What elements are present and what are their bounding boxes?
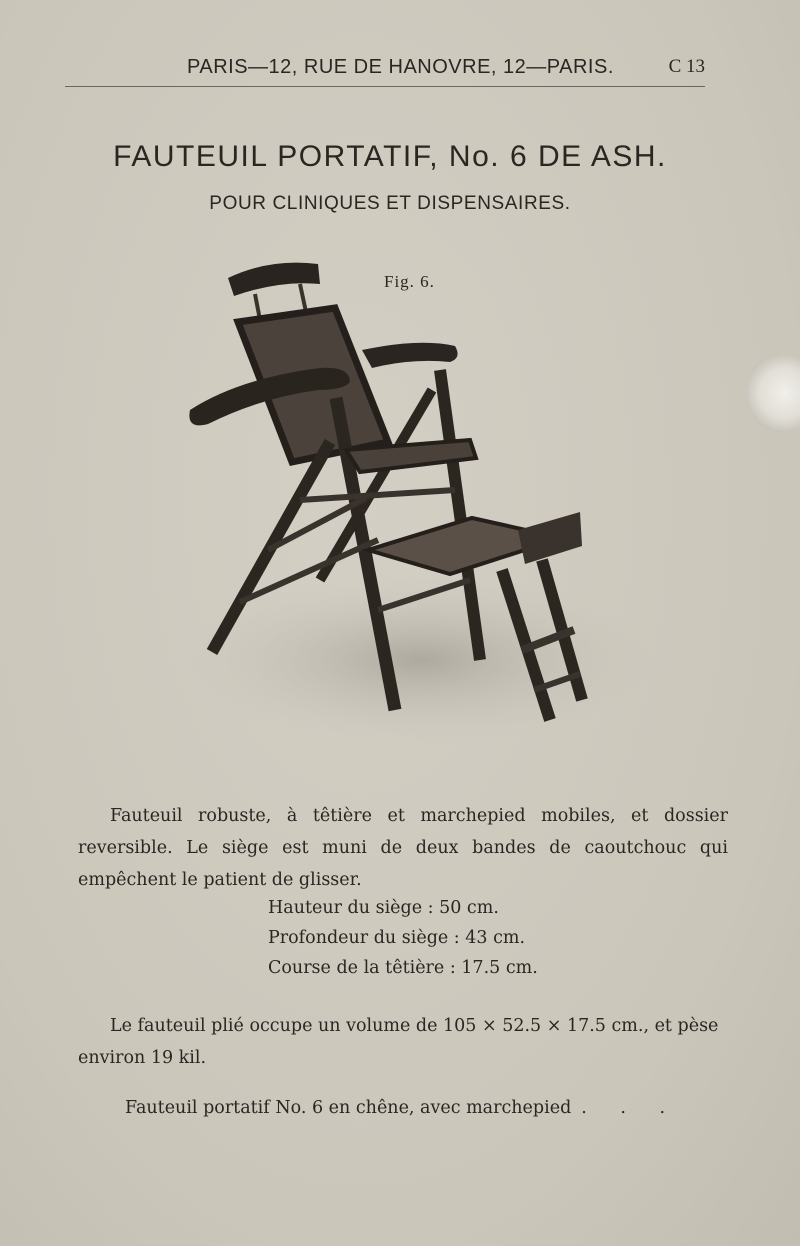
page-title: FAUTEUIL PORTATIF, No. 6 DE ASH. <box>113 140 667 173</box>
page-thumb-hole <box>746 352 800 434</box>
spec-seat-depth: Profondeur du siège : 43 cm. <box>268 928 526 948</box>
folded-dimensions-paragraph: Le fauteuil plié occupe un volume de 105 × 52.5 × 17.5 cm., et pèse environ 19 kil. <box>78 1016 719 1068</box>
price-line-text: Fauteuil portatif No. 6 en chêne, avec marchepied <box>125 1098 572 1118</box>
page-number: C 13 <box>668 56 705 77</box>
spec-seat-height: Hauteur du siège : 50 cm. <box>268 898 499 918</box>
price-leader-dots: . . . <box>581 1098 680 1118</box>
description-paragraph: Fauteuil robuste, à têtière et marchepied mobiles, et dossier reversible. Le siège est muni de deux bandes de caoutchouc qui empêchent le patient de glisser. <box>78 806 728 890</box>
figure-label: Fig. 6. <box>384 272 435 291</box>
chair-illustration <box>150 250 650 750</box>
page-subtitle: POUR CLINIQUES ET DISPENSAIRES. <box>209 193 571 214</box>
spec-headrest-travel: Course de la têtière : 17.5 cm. <box>268 958 538 978</box>
header-address: PARIS—12, RUE DE HANOVRE, 12—PARIS. <box>187 56 614 78</box>
running-header <box>65 52 705 87</box>
price-line <box>125 1092 679 1124</box>
